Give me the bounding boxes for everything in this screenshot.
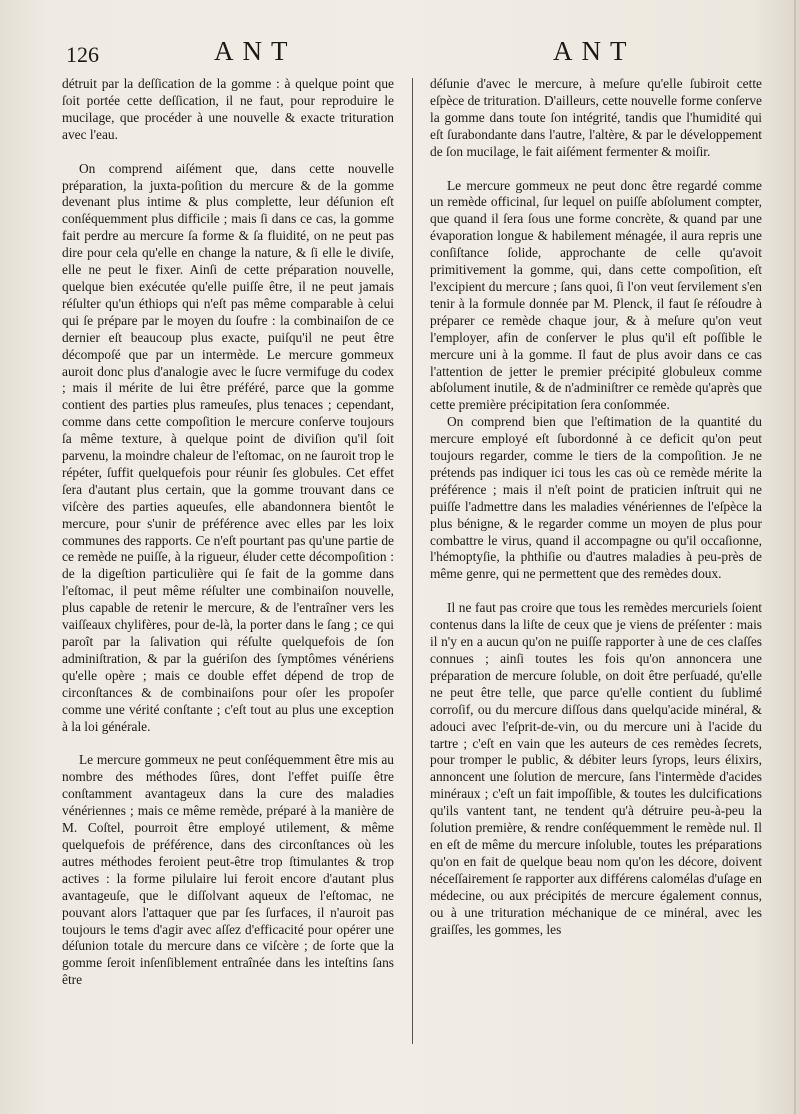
paragraph: déſunie d'avec le mercure, à meſure qu'elle ſubiroit cette eſpèce de trituration. D'ailleurs, cette nouvelle forme conſerve la gomme dans toute ſon intégrité, tandis que l'humidité qui eſt ſurabondante dans l'autre, l'altère, & par le développement de ſon mucilage, le fait aiſément fermenter & moiſir. bbox=[430, 76, 762, 159]
page-number: 126 bbox=[66, 42, 99, 67]
paragraph: On comprend aiſément que, dans cette nouvelle préparation, la juxta-poſition du mercure & de la gomme devenant plus intime & plus complette, leur déſunion eſt conſéquemment plus difficile ; mais ſi dans ce cas, la gomme fait perdre au mercure ſa forme & ſa fluidité, on ne peut pas dire pour cela qu'elle en change la nature, & ſi elle le diviſe, elle ne peut le fixer. Ainſi de cette préparation nouvelle, quelque bien exécutée qu'elle puiſſe être, il ne peut jamais réſulter qu'un éthiops qui n'eſt pas même comparable à celui qui ſe prépare par le moyen du ſoufre : la combinaiſon de ce dernier eſt beaucoup plus exacte, puiſqu'il ne peut être décompoſé que par un intermède. Le mercure gommeux auroit donc plus d'analogie avec le ſucre vermifuge du codex ; mais il mérite de lui être préféré, parce que la gomme contient des parties plus rameuſes, plus tenaces ; cependant, comme dans cette compoſition le mercure conſerve toujours ſa même texture, à quelque point de diviſion qu'il ſoit parvenu, la moindre chaleur de l'eſtomac, on ne ſauroit trop le répéter, ſuffit quelquefois pour réunir ſes globules. Cet effet ſera d'autant plus certain, que la gomme trouvant dans ce viſcère des parties aqueuſes, elle abandonnera bientôt le mercure, pour s'unir de préférence avec elles par les loix communes des rapports. Ce n'eſt pourtant pas qu'une partie de ce remède ne puiſſe, à la rigueur, éluder cette décompoſition : de la digeſtion particulière qui ſe fait de la gomme dans l'eſtomac, il peut même réſulter une combinaiſon nouvelle, plus capable de retenir le mercure, & de l'entraîner vers les vaiſſeaux chylifères, pour de-là, la porter dans le ſang ; ce qui paroît par la ſalivation qui réſulte quelquefois de ſon adminiſtration, & par la guériſon des ſymptômes vénériens qu'elle opère ; mais ce double effet dépend de trop de circonſtances & de combinaiſons pour oſer les propoſer comme une vérité conſtante ; c'eſt tout au plus une exception à la loi générale. bbox=[62, 160, 394, 734]
right-column bbox=[430, 76, 762, 938]
page-header bbox=[0, 36, 800, 76]
paragraph: Le mercure gommeux ne peut donc être regardé comme un remède officinal, ſur lequel on puiſſe abſolument compter, que quand il ſera ſous une forme concrète, & quand par une évaporation longue & habilement ménagée, il aura repris une conſiſtance ſolide, approchante de celle qu'avoit primitivement la gomme, qui, dans cette compoſition, eſt l'excipient du mercure ; ſans quoi, ſi l'on veut ſervilement s'en tenir à la formule donnée par M. Plenck, il faut ſe réſoudre à préparer ce remède chaque jour, & à meſure qu'on veut l'employer, afin de conſerver le plus qu'il eſt poſſible le mercure uni à la gomme. Il faut de plus avoir dans ce cas l'attention de jetter le premier précipité globuleux comme abſolument inutile, & de n'adminiſtrer ce remède qu'après que cette première précipitation ſera conſommée. bbox=[430, 177, 762, 413]
running-head-right: ANT bbox=[553, 36, 636, 66]
paragraph: détruit par la deſſication de la gomme : à quelque point que ſoit portée cette deſſication, il ne faut, pour reproduire le mucilage, que procéder à une nouvelle & exacte trituration avec l'eau. bbox=[62, 76, 394, 142]
left-column bbox=[62, 76, 394, 989]
paragraph: Le mercure gommeux ne peut conſéquemment être mis au nombre des méthodes ſûres, dont l'effet puiſſe être conſtamment avantageux dans la cure des maladies vénériennes ; mais ce même remède, préparé à la manière de M. Coſtel, pourroit être employé utilement, & même quelquefois de préférence, dans des circonſtances où les autres méthodes feroient peut-être trop ſtimulantes & trop actives : la forme pilulaire lui feroit encore d'autant plus avantageuſe, que le diſſolvant aqueux de l'eſtomac, ne pouvant alors l'attaquer que par ſes ſurfaces, il n'auroit pas toujours le tems d'agir avec aſſez d'efficacité pour opérer une déſunion totale du mercure dans ce viſcère ; de ſorte que la gomme ſeroit inſenſiblement entraînée dans les inteſtins ſans être bbox=[62, 752, 394, 988]
paragraph: Il ne faut pas croire que tous les remèdes mercuriels ſoient contenus dans la liſte de ceux que je viens de préſenter : mais il n'y en a aucun qu'on ne puiſſe rapporter à une de ces claſſes connues ; ainſi toutes les fois qu'on annoncera une préparation de mercure ſoluble, on doit être perſuadé, qu'elle ne peut être telle, que parce qu'elle contient du ſublimé corroſif, ou du mercure diſſous dans quelqu'acide minéral, & adouci avec l'eſprit-de-vin, ou du mercure uni à l'acide du tartre ; c'eſt en vain que les auteurs de ces remèdes ſecrets, pour tromper le public, & débiter leurs ſyrops, leurs élixirs, annoncent une ſolution de mercure, ſans l'intermède d'acides minéraux ; c'eſt un fait impoſſible, & toutes les dulcifications qu'ils vantent tant, ne tendent qu'à détruire peu-à-peu la ſolution première, & rendre conſéquemment le remède nul. Il en eſt de même du mercure inſoluble, toutes les préparations qu'on en fait de quelque beau nom qu'on les décore, doivent néceſſairement ſe rapporter aux différens calomélas d'uſage en médecine, ou aux précipités de mercure également connus, ou à une trituration méchanique de ce minéral, avec les graiſſes, les gommes, les bbox=[430, 600, 762, 937]
paragraph: On comprend bien que l'eſtimation de la quantité du mercure employé eſt ſubordonné à ce deficit qu'on peut toujours regarder, comme le tiers de la compoſition. Je ne prétends pas indiquer ici tous les cas où ce remède mérite la préférence ; mais il n'eſt point de praticien inſtruit qui ne puiſſe l'admettre dans les maladies vénériennes de l'eſpèce la plus bénigne, & le regarder comme un moyen de plus pour combattre le virus, quand il accompagne ou qu'il occaſionne, l'hémoptyſie, la phthiſie ou d'autres maladies à peu-près de même genre, qui ne permettent que des remèdes doux. bbox=[430, 414, 762, 582]
column-divider bbox=[412, 78, 413, 1044]
page-edge bbox=[794, 0, 796, 1114]
running-head-left: ANT bbox=[214, 36, 297, 66]
